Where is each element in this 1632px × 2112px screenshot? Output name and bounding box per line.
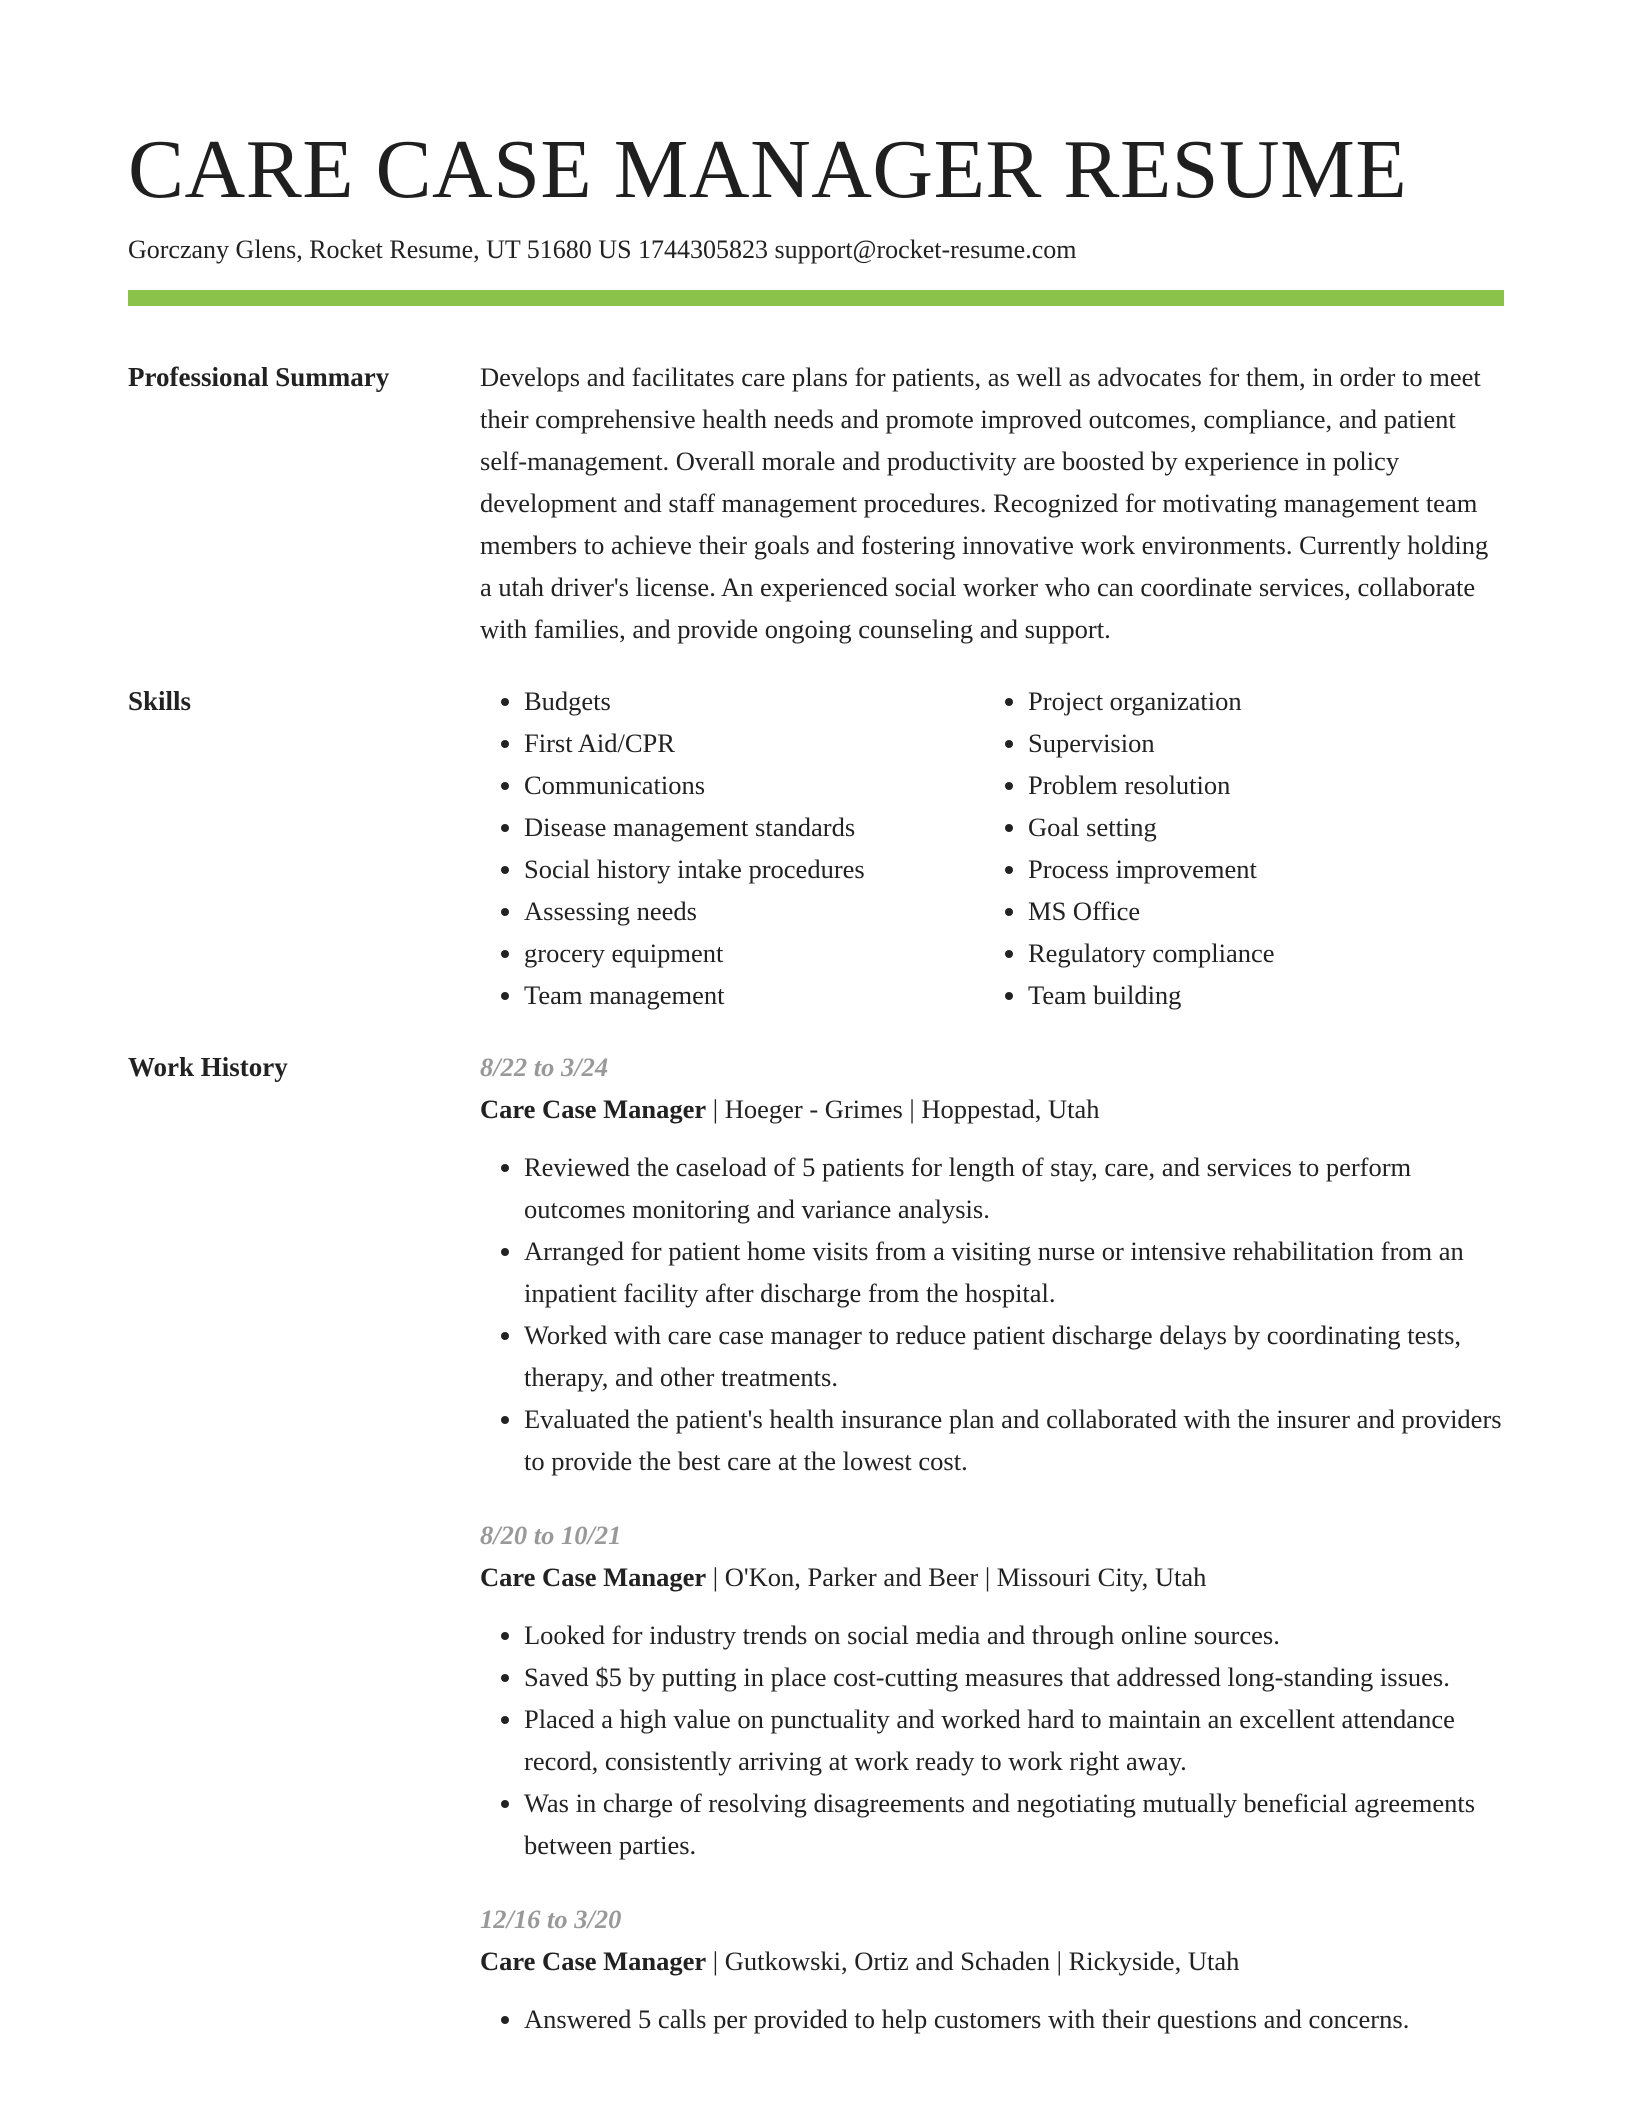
job-title: Care Case Manager [480,1562,707,1592]
job-heading [480,1940,1504,1982]
job-heading [480,1556,1504,1598]
job-title: Care Case Manager [480,1094,707,1124]
skill-item: • Assessing needs [524,890,984,932]
contact-line: Gorczany Glens, Rocket Resume, UT 51680 US 1744305823 support@rocket-resume.com [128,235,1077,264]
job-bullet: • Placed a high value on punctuality and worked hard to maintain an excellent attendance record, consistently arriving at work ready to work right away. [524,1698,1504,1782]
job-bullet: • Was in charge of resolving disagreements and negotiating mutually beneficial agreements between parties. [524,1782,1504,1866]
job-employer-location: | Hoeger - Grimes | Hoppestad, Utah [706,1094,1100,1124]
resume-title: CARE CASE MANAGER RESUME [128,123,1408,216]
skills-list-right [984,680,1275,1016]
work-history-label: Work History [128,1052,288,1082]
skill-item: • Disease management standards [524,806,984,848]
job-bullet: • Answered 5 calls per provided to help customers with their questions and concerns. [524,1998,1504,2040]
skill-item: • Social history intake procedures [524,848,984,890]
job-title: Care Case Manager [480,1946,707,1976]
job-dates: 8/22 to 3/24 [480,1052,609,1082]
skills-label: Skills [128,686,192,716]
job-employer-location: | Gutkowski, Ortiz and Schaden | Rickyside, Utah [706,1946,1240,1976]
skill-item: • Team management [524,974,984,1016]
skill-item: • Regulatory compliance [1028,932,1275,974]
job-bullet: • Reviewed the caseload of 5 patients for length of stay, care, and services to perform outcomes monitoring and variance analysis. [524,1146,1504,1230]
skill-item: • Project organization [1028,680,1275,722]
job-bullets [480,1998,1504,2040]
skill-item: • Supervision [1028,722,1275,764]
skill-item: • Communications [524,764,984,806]
skill-item: • Budgets [524,680,984,722]
job-entry [480,1046,1504,1482]
summary-label: Professional Summary [128,362,390,392]
job-employer-location: | O'Kon, Parker and Beer | Missouri City, Utah [706,1562,1207,1592]
work-history-section [128,1046,1504,2072]
job-dates: 12/16 to 3/20 [480,1904,622,1934]
skill-item: • First Aid/CPR [524,722,984,764]
job-bullets [480,1146,1504,1482]
job-bullets [480,1614,1504,1866]
skills-list-left [480,680,984,1016]
job-entry [480,1898,1504,2040]
job-bullet: • Worked with care case manager to reduce patient discharge delays by coordinating tests, therapy, and other treatments. [524,1314,1504,1398]
summary-text: Develops and facilitates care plans for patients, as well as advocates for them, in order to meet their comprehensive health needs and promote improved outcomes, compliance, and patient self-management. Overall morale and productivity are boosted by experience in policy development and staff management procedures. Recognized for motivating management team members to achieve their goals and fostering innovative work environments. Currently holding a utah driver's license. An experienced social worker who can coordinate services, collaborate with families, and provide ongoing counseling and support. [480,362,1489,644]
skill-item: • Goal setting [1028,806,1275,848]
summary-section [128,356,1504,650]
job-bullet: • Looked for industry trends on social media and through online sources. [524,1614,1504,1656]
job-dates: 8/20 to 10/21 [480,1520,622,1550]
job-heading [480,1088,1504,1130]
job-bullet: • Saved $5 by putting in place cost-cutting measures that addressed long-standing issues. [524,1656,1504,1698]
skill-item: • Problem resolution [1028,764,1275,806]
job-bullet: • Evaluated the patient's health insurance plan and collaborated with the insurer and providers to provide the best care at the lowest cost. [524,1398,1504,1482]
job-entry [480,1514,1504,1866]
skill-item: • Team building [1028,974,1275,1016]
resume-page [128,120,1504,2072]
skills-columns [480,680,1504,1016]
skill-item: • grocery equipment [524,932,984,974]
job-bullet: • Arranged for patient home visits from a visiting nurse or intensive rehabilitation from an inpatient facility after discharge from the hospital. [524,1230,1504,1314]
header-divider [128,290,1504,306]
skill-item: • MS Office [1028,890,1275,932]
skills-section [128,680,1504,1016]
skill-item: • Process improvement [1028,848,1275,890]
